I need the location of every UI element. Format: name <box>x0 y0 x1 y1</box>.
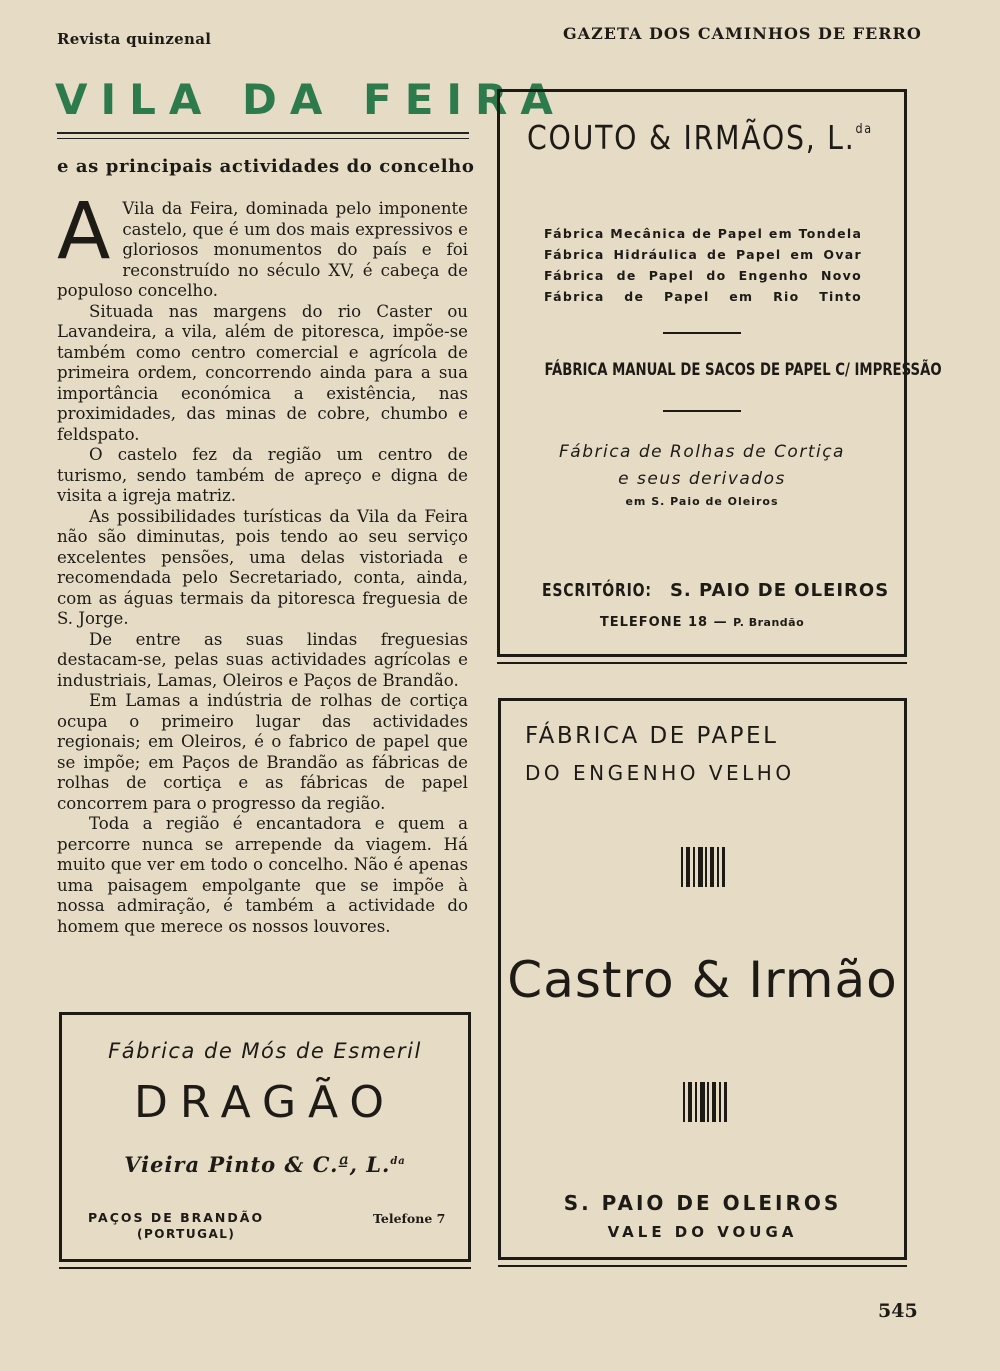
ad-couto-name: COUTO & IRMÃOS, L.$^{da}$ <box>527 118 873 157</box>
factory-line: Fábrica de Papel em Rio Tinto <box>544 289 862 304</box>
ad-dragao-name: DRAGÃO <box>133 1077 397 1128</box>
article-subtitle: e as principais actividades do concelho <box>57 156 475 177</box>
ad-couto-office: ESCRITÓRIO: S. PAIO DE OLEIROS <box>542 580 890 601</box>
factory-line: Fábrica de Papel do Engenho Novo <box>544 268 862 283</box>
ornament-bars-icon <box>681 847 725 887</box>
ad-dragao-line1: Fábrica de Mós de Esmeril <box>108 1039 422 1063</box>
article-body <box>57 187 468 937</box>
ad-couto-rolhas: Fábrica de Rolhas de Cortiça <box>559 442 845 462</box>
article-paragraph: As possibilidades turísticas da Vila da Feira não são diminutas, pois tendo ao seu serviço excelentes pensões, uma delas vistoriada e recomendada pelo Secretariado, conta, ainda, com as águas termais da pitoresca freguesia de S. Jorge. <box>57 506 468 628</box>
ornament-bars-icon <box>683 1082 727 1122</box>
ad-couto-manual: FÁBRICA MANUAL DE SACOS DE PAPEL C/ IMPRESSÃO <box>544 360 942 380</box>
ad-castro-place: S. PAIO DE OLEIROS <box>563 1191 842 1215</box>
ad-dragao-place: PAÇOS DE BRANDÃO <box>88 1210 265 1225</box>
article-paragraph: De entre as suas lindas freguesias destacam-se, pelas suas actividades agrícolas e industriais, Lamas, Oleiros e Paços de Brandão. <box>57 629 468 690</box>
ad-castro-name: Castro & Irmão <box>507 951 898 1009</box>
ad-castro-irmao <box>498 698 907 1260</box>
article-paragraph: O castelo fez da região um centro de turismo, sendo também de apreço e digna de visita a igreja matriz. <box>57 445 468 505</box>
title-rule-thin <box>57 138 469 139</box>
page-number: 545 <box>878 1300 918 1322</box>
article-title: VILA DA FEIRA <box>55 75 566 124</box>
divider <box>663 332 741 334</box>
running-header-left: Revista quinzenal <box>57 30 212 48</box>
divider <box>663 410 741 412</box>
ad-castro-region: VALE DO VOUGA <box>607 1223 798 1241</box>
title-rule <box>57 132 469 134</box>
ad-castro-line1: FÁBRICA DE PAPEL <box>525 723 779 749</box>
ad-dragao-country: (PORTUGAL) <box>137 1227 236 1241</box>
running-header-right: GAZETA DOS CAMINHOS DE FERRO <box>563 24 922 43</box>
article-paragraph: Toda a região é encantadora e quem a percorre nunca se arrepende da viagem. Há muito que ver em todo o concelho. Não é apenas uma paisagem empolgante que se impõe à nossa admiração, é também a actividade do homem que merece os nossos louvores. <box>57 814 468 936</box>
factory-line: Fábrica Hidráulica de Papel em Ovar <box>544 247 862 262</box>
ad-couto-rolhas-2: e seus derivados <box>618 469 786 489</box>
article-paragraph: A Vila da Feira, dominada pelo imponente castelo, que é um dos mais expressivos e gloriosos monumentos do país e foi reconstruído no século XV, é cabeça de populoso concelho. <box>57 187 468 300</box>
ad-castro-line2: DO ENGENHO VELHO <box>525 761 795 785</box>
ad-dragao-owner: Vieira Pinto & C.ª, L.$^{da}$ <box>124 1152 406 1177</box>
ad-couto-phone: TELEFONE 18 — P. Brandão <box>599 615 805 630</box>
drop-cap: A <box>57 187 111 277</box>
factory-line: Fábrica Mecânica de Papel em Tondela <box>544 226 863 241</box>
article-paragraph: Situada nas margens do rio Caster ou Lavandeira, a vila, além de pitoresca, impõe-se também como centro comercial e agrícola de primeira ordem, concorrendo ainda para a sua importância económica a existência, nas proximidades, das minas de cobre, chumbo e feldspato. <box>57 301 468 444</box>
ad-couto-irmaos <box>497 89 942 657</box>
article-paragraph: Em Lamas a indústria de rolhas de cortiça ocupa o primeiro lugar das actividades regionais; em Oleiros, é o fabrico de papel que se impõe; em Paços de Brandão as fábricas de rolhas de cortiça e as fábricas de papel concorrem para o progresso da região. <box>57 691 468 813</box>
ad-dragao <box>59 1012 471 1262</box>
ad-couto-rolhas-place: em S. Paio de Oleiros <box>625 495 779 508</box>
ad-dragao-phone: Telefone 7 <box>373 1211 446 1226</box>
